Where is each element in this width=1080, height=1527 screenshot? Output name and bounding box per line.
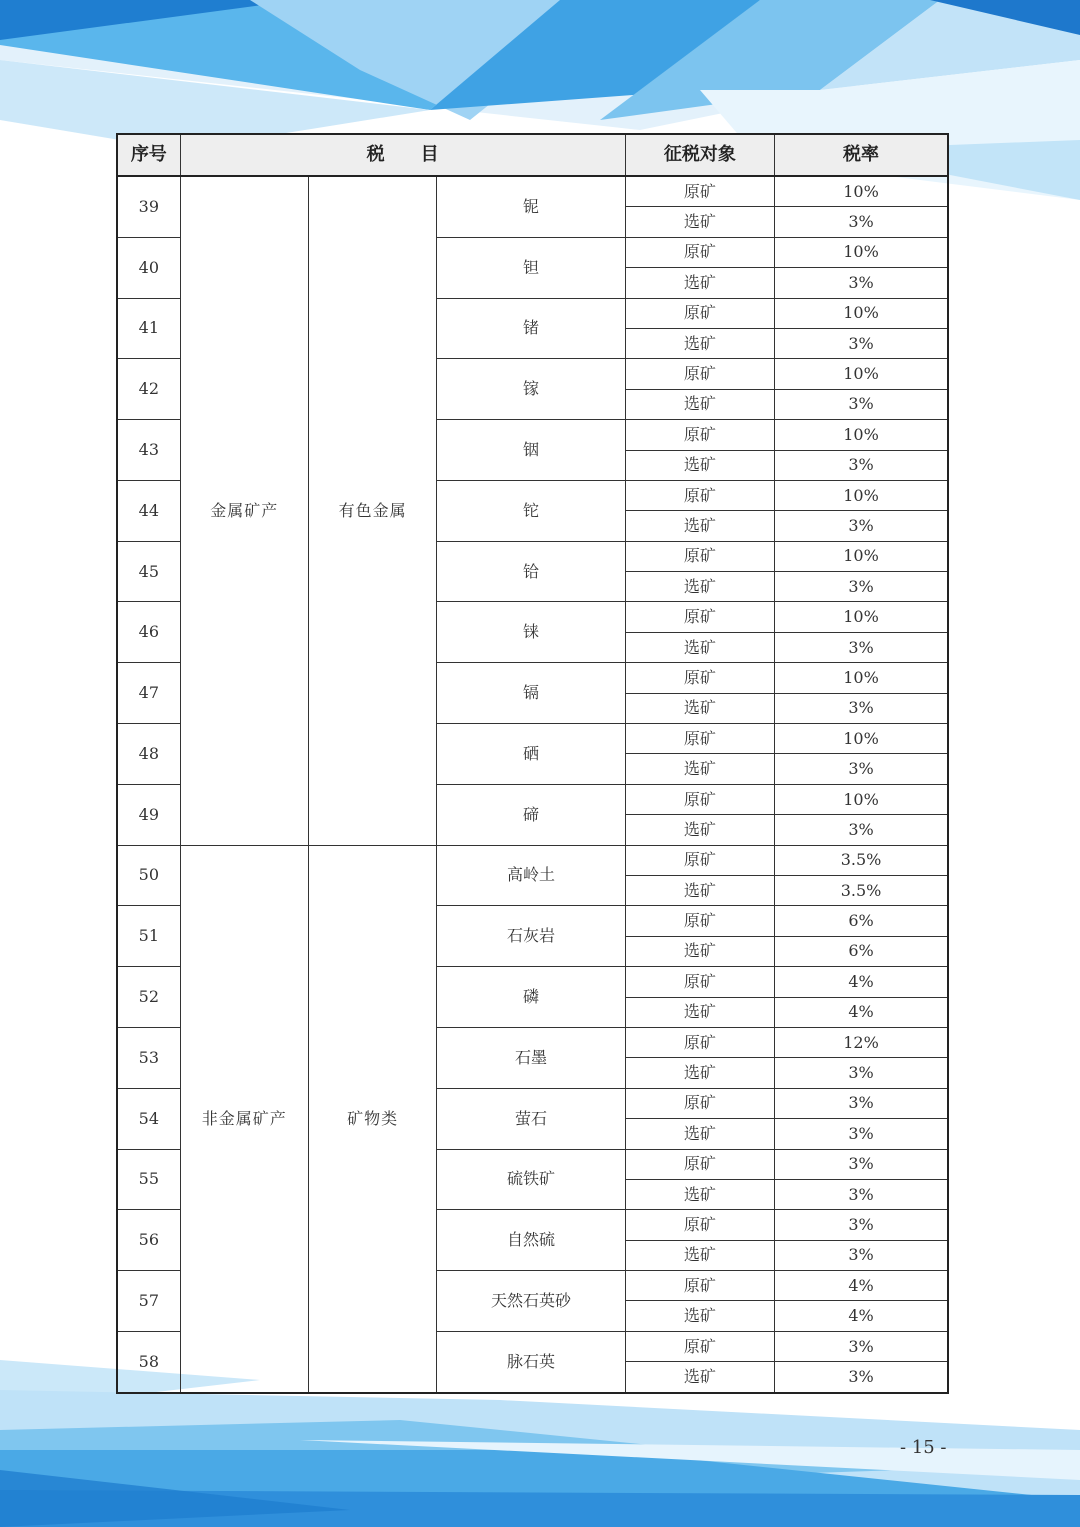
tax-object: 原矿	[625, 176, 774, 207]
row-seq: 42	[117, 359, 180, 420]
tax-object: 原矿	[625, 906, 774, 936]
tax-rate: 3%	[775, 207, 948, 237]
tax-rate: 6%	[775, 906, 948, 936]
tax-rate: 3%	[775, 1240, 948, 1270]
row-seq: 53	[117, 1027, 180, 1088]
mineral-name: 铊	[437, 480, 625, 541]
subcategory-cell: 矿物类	[308, 845, 436, 1393]
header-tax-item: 税 目	[180, 134, 625, 176]
tax-rate: 10%	[775, 541, 948, 571]
mineral-name: 自然硫	[437, 1210, 625, 1271]
tax-object: 选矿	[625, 1240, 774, 1270]
row-seq: 57	[117, 1271, 180, 1332]
tax-rate: 3%	[775, 450, 948, 480]
tax-rate: 3%	[775, 1362, 948, 1393]
row-seq: 54	[117, 1088, 180, 1149]
tax-object: 选矿	[625, 1119, 774, 1149]
tax-object: 原矿	[625, 237, 774, 267]
tax-rate: 4%	[775, 1301, 948, 1331]
tax-object: 选矿	[625, 572, 774, 602]
tax-object: 原矿	[625, 1210, 774, 1240]
mineral-name: 碲	[437, 784, 625, 845]
row-seq: 45	[117, 541, 180, 602]
mineral-name: 高岭土	[437, 845, 625, 906]
tax-object: 原矿	[625, 724, 774, 754]
mineral-name: 锗	[437, 298, 625, 359]
row-seq: 48	[117, 724, 180, 785]
tax-rate: 10%	[775, 176, 948, 207]
row-seq: 51	[117, 906, 180, 967]
tax-rate: 3.5%	[775, 845, 948, 875]
tax-rate: 10%	[775, 420, 948, 450]
tax-object: 选矿	[625, 875, 774, 905]
tax-rate: 3%	[775, 328, 948, 358]
subcategory-cell: 有色金属	[308, 176, 436, 845]
tax-rate: 3%	[775, 815, 948, 845]
tax-rate: 3%	[775, 1119, 948, 1149]
row-seq: 58	[117, 1331, 180, 1392]
tax-object: 原矿	[625, 663, 774, 693]
tax-object: 原矿	[625, 420, 774, 450]
mineral-name: 石灰岩	[437, 906, 625, 967]
tax-rate: 10%	[775, 663, 948, 693]
mineral-name: 硒	[437, 724, 625, 785]
tax-object: 原矿	[625, 967, 774, 997]
tax-object: 选矿	[625, 450, 774, 480]
mineral-name: 脉石英	[437, 1331, 625, 1392]
tax-object: 原矿	[625, 1331, 774, 1361]
tax-rate: 10%	[775, 784, 948, 814]
tax-object: 选矿	[625, 1179, 774, 1209]
tax-rate: 3.5%	[775, 875, 948, 905]
tax-rate: 4%	[775, 997, 948, 1027]
header-rate: 税率	[775, 134, 948, 176]
row-seq: 46	[117, 602, 180, 663]
mineral-name: 镉	[437, 663, 625, 724]
header-object: 征税对象	[625, 134, 774, 176]
tax-object: 原矿	[625, 1088, 774, 1118]
row-seq: 55	[117, 1149, 180, 1210]
tax-rate: 10%	[775, 298, 948, 328]
tax-object: 原矿	[625, 845, 774, 875]
tax-object: 原矿	[625, 480, 774, 510]
tax-rate: 3%	[775, 1179, 948, 1209]
tax-rate: 10%	[775, 480, 948, 510]
tax-rate: 3%	[775, 511, 948, 541]
tax-object: 原矿	[625, 359, 774, 389]
tax-rate: 3%	[775, 1149, 948, 1179]
tax-object: 原矿	[625, 602, 774, 632]
tax-object: 选矿	[625, 997, 774, 1027]
tax-object: 原矿	[625, 1027, 774, 1057]
tax-rate: 3%	[775, 1058, 948, 1088]
category-cell: 非金属矿产	[180, 845, 308, 1393]
tax-rate: 10%	[775, 359, 948, 389]
tax-rate: 10%	[775, 602, 948, 632]
tax-object: 选矿	[625, 754, 774, 784]
tax-object: 原矿	[625, 1271, 774, 1301]
mineral-name: 铼	[437, 602, 625, 663]
tax-object: 选矿	[625, 815, 774, 845]
category-cell: 金属矿产	[180, 176, 308, 845]
tax-object: 选矿	[625, 389, 774, 419]
mineral-name: 钽	[437, 237, 625, 298]
tax-rate: 4%	[775, 967, 948, 997]
tax-object: 选矿	[625, 1301, 774, 1331]
tax-object: 选矿	[625, 1058, 774, 1088]
tax-rate: 3%	[775, 389, 948, 419]
tax-rate: 3%	[775, 1210, 948, 1240]
tax-object: 选矿	[625, 268, 774, 298]
table-header-row	[117, 134, 948, 176]
row-seq: 52	[117, 967, 180, 1028]
mineral-name: 石墨	[437, 1027, 625, 1088]
row-seq: 49	[117, 784, 180, 845]
tax-object: 原矿	[625, 1149, 774, 1179]
mineral-name: 铟	[437, 420, 625, 481]
tax-object: 选矿	[625, 936, 774, 966]
tax-object: 选矿	[625, 693, 774, 723]
mineral-name: 铪	[437, 541, 625, 602]
row-seq: 47	[117, 663, 180, 724]
row-seq: 39	[117, 176, 180, 237]
tax-object: 选矿	[625, 511, 774, 541]
tax-rate: 12%	[775, 1027, 948, 1057]
tax-object: 原矿	[625, 541, 774, 571]
tax-rate: 3%	[775, 572, 948, 602]
table-row	[117, 845, 948, 875]
row-seq: 44	[117, 480, 180, 541]
tax-rate: 3%	[775, 693, 948, 723]
mineral-name: 硫铁矿	[437, 1149, 625, 1210]
row-seq: 43	[117, 420, 180, 481]
row-seq: 40	[117, 237, 180, 298]
mineral-name: 磷	[437, 967, 625, 1028]
row-seq: 50	[117, 845, 180, 906]
tax-rate: 3%	[775, 754, 948, 784]
mineral-name: 天然石英砂	[437, 1271, 625, 1332]
tax-rate: 4%	[775, 1271, 948, 1301]
tax-object: 选矿	[625, 632, 774, 662]
tax-object: 选矿	[625, 328, 774, 358]
tax-object: 选矿	[625, 207, 774, 237]
tax-rate: 3%	[775, 1088, 948, 1118]
table-row	[117, 176, 948, 207]
row-seq: 56	[117, 1210, 180, 1271]
tax-object: 原矿	[625, 784, 774, 814]
tax-object: 选矿	[625, 1362, 774, 1393]
mineral-name: 镓	[437, 359, 625, 420]
tax-rate: 3%	[775, 632, 948, 662]
tax-rate: 3%	[775, 1331, 948, 1361]
mineral-name: 萤石	[437, 1088, 625, 1149]
resource-tax-rate-table	[116, 133, 949, 1394]
header-seq: 序号	[117, 134, 180, 176]
tax-rate: 10%	[775, 724, 948, 754]
tax-rate: 6%	[775, 936, 948, 966]
tax-rate: 10%	[775, 237, 948, 267]
tax-object: 原矿	[625, 298, 774, 328]
row-seq: 41	[117, 298, 180, 359]
tax-rate: 3%	[775, 268, 948, 298]
page-number: - 15 -	[900, 1437, 947, 1458]
mineral-name: 铌	[437, 176, 625, 237]
